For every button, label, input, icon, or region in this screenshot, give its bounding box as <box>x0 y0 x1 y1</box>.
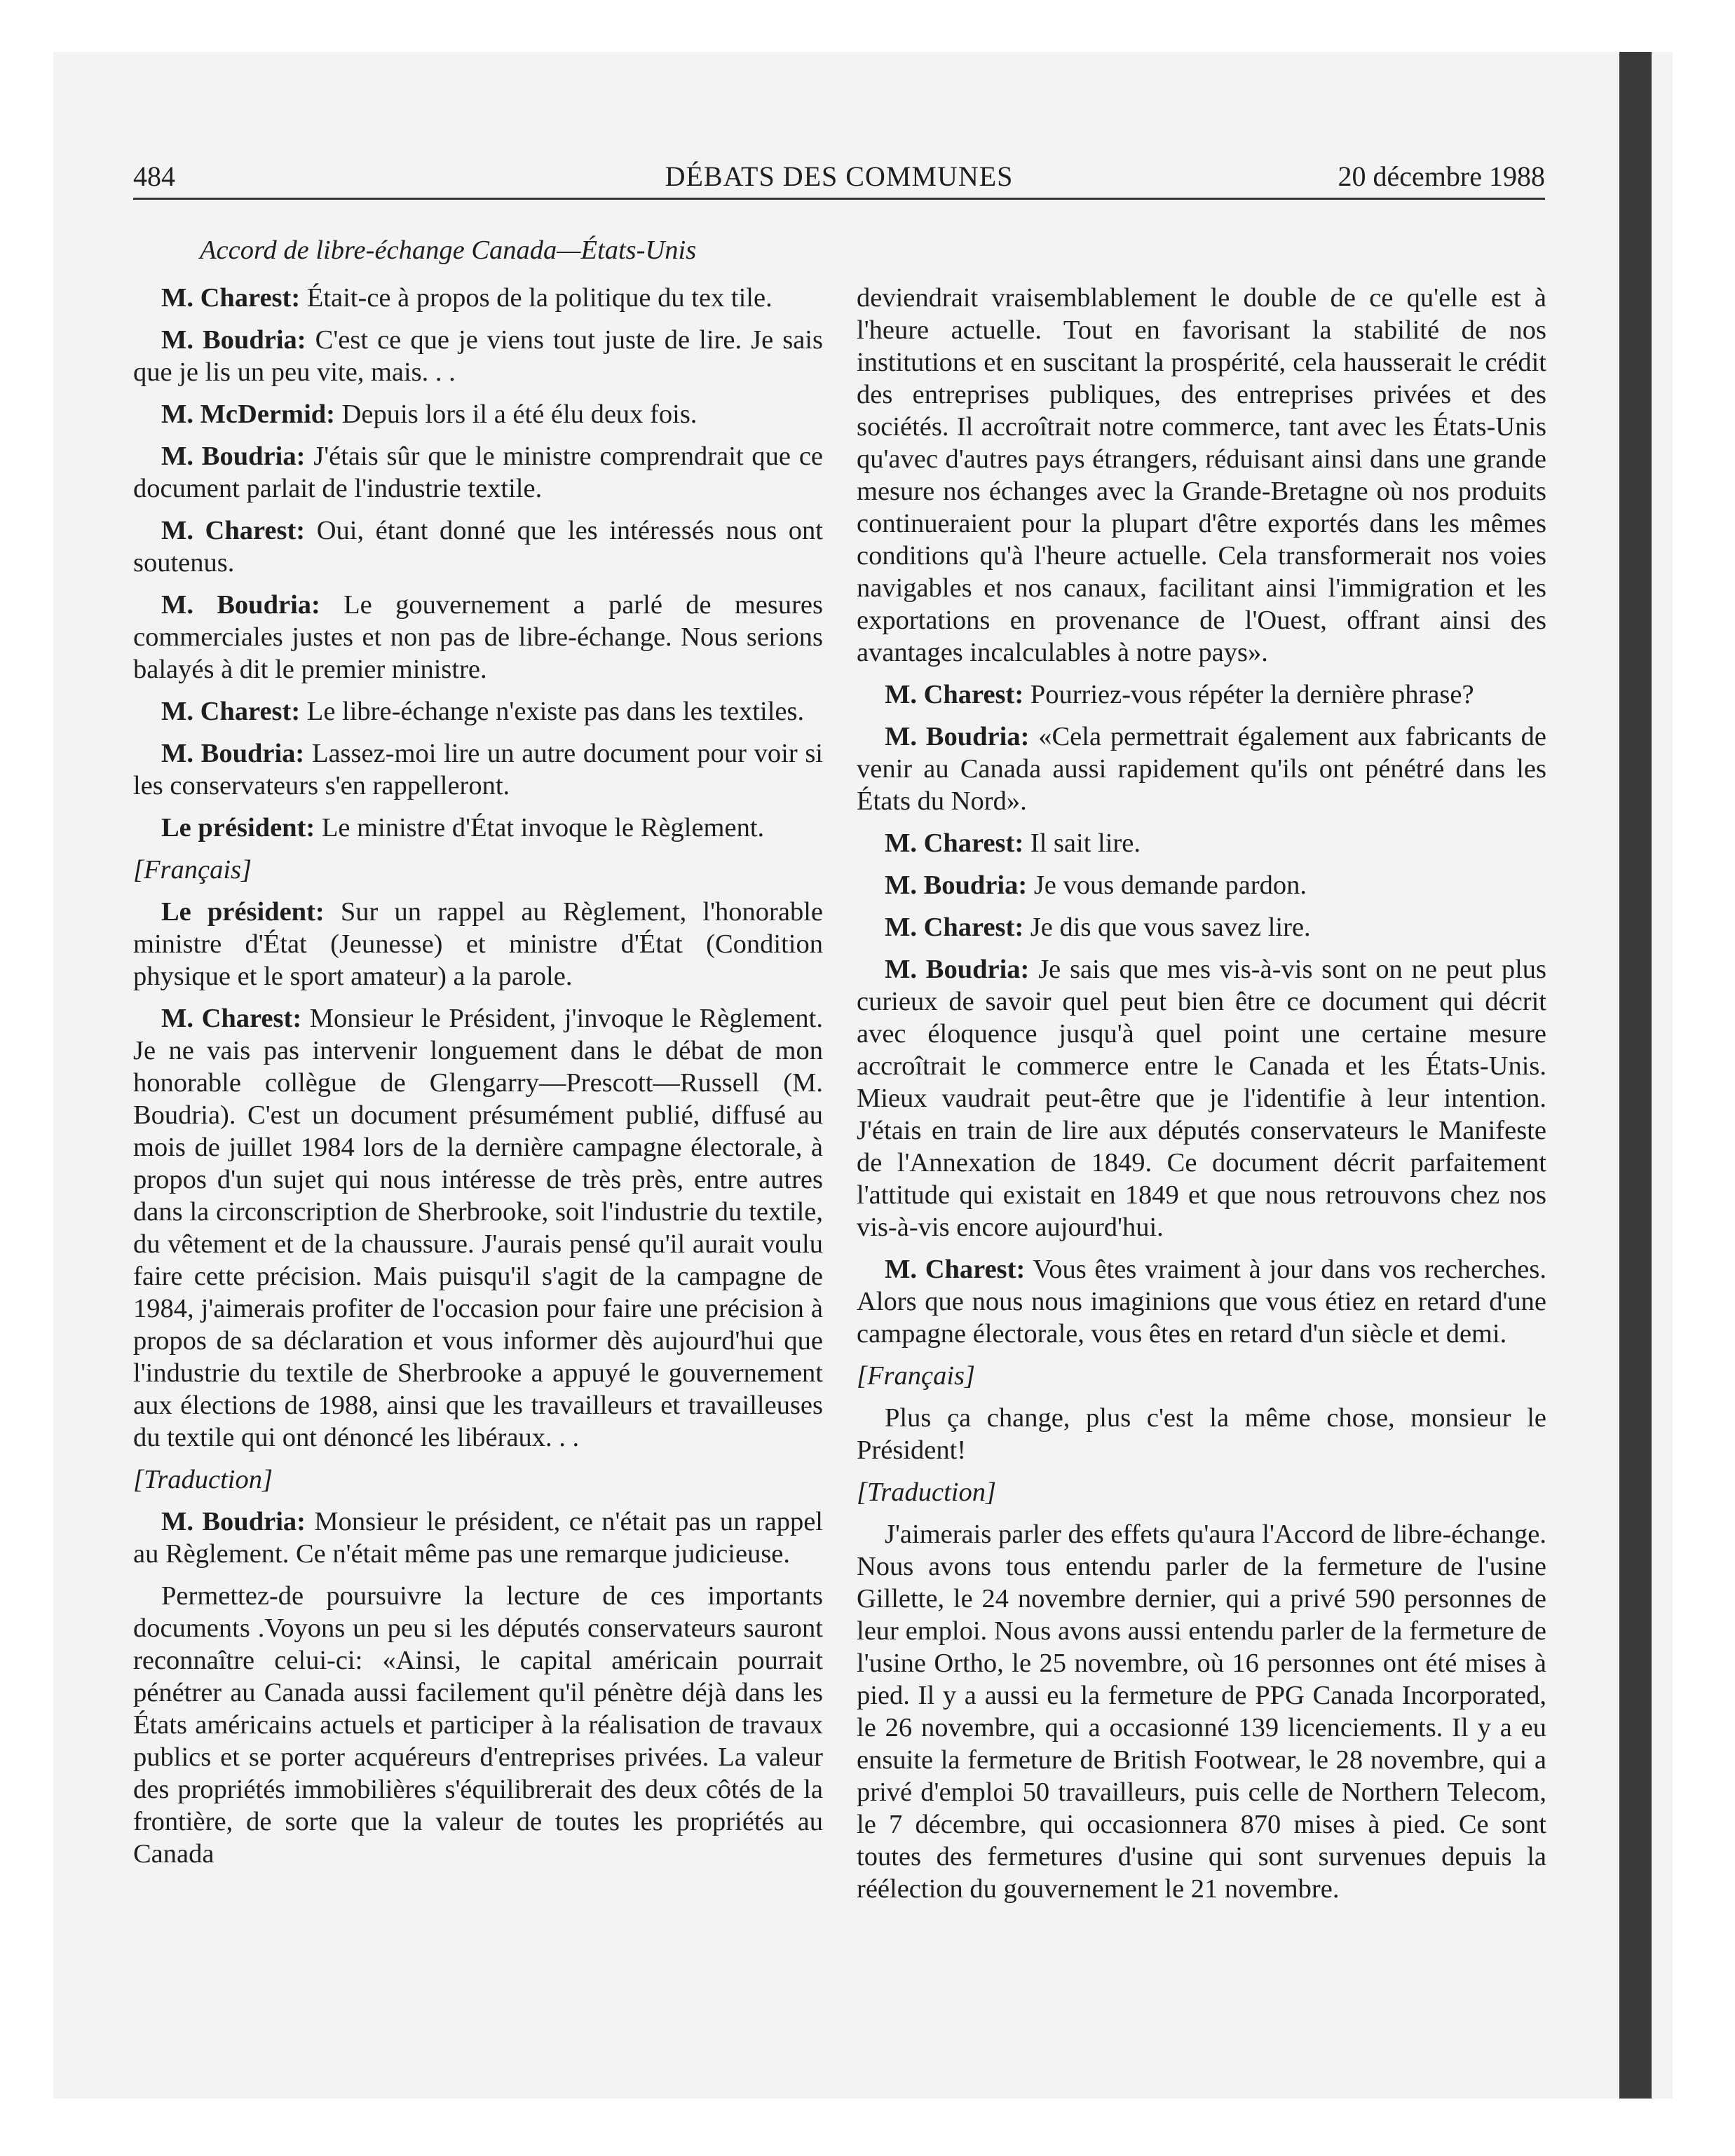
paragraph <box>133 514 823 579</box>
paragraph <box>857 1253 1546 1350</box>
paragraph-text: Était-ce à propos de la politique du tex tile. <box>300 283 773 313</box>
language-marker: [Traduction] <box>133 1465 273 1494</box>
speaker-name: M. Boudria: <box>161 739 305 768</box>
paragraph <box>857 1402 1546 1466</box>
paragraph-text: Je sais que mes vis-à-vis sont on ne peut plus curieux de savoir quel peut bien être ce document qui décrit avec éloquence jusqu'à quel point une certaine mesure accroîtrait le commerce entre le Canada et les États-Unis. Mieux vaudrait peut-être que je l'identifie à leur intention. J'étais en train de lire aux députés conservateurs le Manifeste de l'Annexation de 1849. Ce document décrit parfaitement l'attitude qui existait en 1849 et que nous retrouvons chez nos vis-à-vis encore aujourd'hui. <box>857 955 1546 1242</box>
paragraph <box>133 695 823 728</box>
speaker-name: M. Boudria: <box>161 1507 306 1536</box>
paragraph-text: Le libre-échange n'existe pas dans les textiles. <box>300 697 805 726</box>
section-subtitle: Accord de libre-échange Canada—États-Unis <box>200 236 697 265</box>
paragraph-text: C'est ce que je viens tout juste de lire. Je sais que je lis un peu vite, mais. . . <box>133 325 823 387</box>
paragraph-text: J'aimerais parler des effets qu'aura l'Accord de libre-échange. Nous avons tous entendu parler de la fermeture de l'usine Gillette, le 24 novembre dernier, qui a privé 590 personnes de leur emploi. Nous avons aussi entendu parler de la fermeture de l'usine Ortho, le 25 novembre, où 16 personnes ont été mises à pied. Il y a aussi eu la fermeture de PPG Canada Incorporated, le 26 novembre, qui a occasionné 139 licenciements. Il y a eu ensuite la fermeture de British Footwear, le 28 novembre, qui a privé d'emploi 50 travailleurs, puis celle de Northern Telecom, le 7 décembre, qui occasionnera 870 mises à pied. Ce sont toutes des fermetures d'usine qui sont survenues depuis la réélection du gouvernement le 21 novembre. <box>857 1520 1546 1904</box>
paragraph <box>857 678 1546 711</box>
paragraph-text: J'étais sûr que le ministre comprendrait que ce document parlait de l'industrie textile. <box>133 442 823 503</box>
paragraph <box>133 1580 823 1870</box>
paragraph-text: Permettez-de poursuivre la lecture de ces importants documents .Voyons un peu si les députés conservateurs sauront reconnaître celui-ci: «Ainsi, le capital américain pourrait pénétrer au Canada aussi facilement qu'il pénètre déjà dans les États américains actuels et participer à la réalisation de travaux publics et se porter acquéreurs d'entreprises privées. La valeur des propriétés immobilières s'équilibrerait des deux côtés de la frontière, de sorte que la valeur de toutes les propriétés au Canada <box>133 1581 823 1869</box>
speaker-name: Le président: <box>161 897 325 927</box>
publication-title: DÉBATS DES COMMUNES <box>665 161 1014 192</box>
paragraph <box>857 1518 1546 1905</box>
paragraph <box>133 440 823 505</box>
paragraph <box>857 827 1546 859</box>
page-number: 484 <box>133 161 175 192</box>
paragraph <box>133 737 823 802</box>
speaker-name: M. Boudria: <box>885 955 1030 984</box>
speaker-name: M. Charest: <box>885 680 1024 709</box>
language-marker: [Traduction] <box>857 1478 996 1507</box>
paragraph-text: Je vous demande pardon. <box>1027 871 1307 900</box>
paragraph-text: Je dis que vous savez lire. <box>1023 913 1311 942</box>
language-marker: [Français] <box>857 1361 975 1391</box>
speaker-name: M. McDermid: <box>161 400 335 429</box>
paragraph-text: Le ministre d'État invoque le Règlement. <box>315 813 765 842</box>
speaker-name: M. Charest: <box>161 697 301 726</box>
publication-date: 20 décembre 1988 <box>1338 161 1545 192</box>
paragraph-text: Monsieur le président, ce n'était pas un rappel au Règlement. Ce n'était même pas une remarque judicieuse. <box>133 1507 823 1569</box>
paragraph <box>133 398 823 430</box>
speaker-name: M. Boudria: <box>885 871 1028 900</box>
speaker-name: M. Charest: <box>161 1004 302 1033</box>
paragraph-text: Vous êtes vraiment à jour dans vos recherches. Alors que nous nous imaginions que vous étiez en retard d'une campagne électorale, vous êtes en retard d'un siècle et demi. <box>857 1255 1546 1349</box>
paragraph <box>857 953 1546 1243</box>
paragraph <box>133 896 823 992</box>
paragraph <box>133 589 823 685</box>
paragraph <box>133 282 823 314</box>
paragraph <box>133 812 823 844</box>
paragraph <box>857 282 1546 669</box>
speaker-name: M. Boudria: <box>885 722 1030 751</box>
paragraph-text: Le gouvernement a parlé de mesures commerciales justes et non pas de libre-échange. Nous serions balayés à dit le premier ministre. <box>133 590 823 684</box>
speaker-name: M. Charest: <box>885 913 1024 942</box>
paragraph-text: Depuis lors il a été élu deux fois. <box>335 400 698 429</box>
right-column <box>857 282 1546 1915</box>
speaker-name: M. Charest: <box>161 283 301 313</box>
paragraph-text: «Cela permettrait également aux fabricants de venir au Canada aussi rapidement qu'ils ont pénétré dans les États du Nord». <box>857 722 1546 816</box>
paragraph <box>857 869 1546 901</box>
speaker-name: M. Boudria: <box>161 325 306 355</box>
speaker-name: M. Charest: <box>161 516 306 545</box>
paragraph <box>133 1002 823 1454</box>
language-marker: [Français] <box>133 855 252 885</box>
paragraph <box>857 721 1546 817</box>
scan-edge <box>1619 52 1652 2099</box>
paragraph-text: Monsieur le Président, j'invoque le Règlement. Je ne vais pas intervenir longuement dans le débat de mon honorable collègue de Glengarry—Prescott—Russell (M. Boudria). C'est un document présumément publié, diffusé au mois de juillet 1984 lors de la dernière campagne électorale, à propos d'un sujet qui nous intéresse de très près, entre autres dans la circonscription de Sherbrooke, soit l'industrie du textile, du vêtement et de la chaussure. J'aurais pensé qu'il aurait voulu faire cette précision. Mais puisqu'il s'agit de la campagne de 1984, j'aimerais profiter de l'occasion pour faire une précision à propos de sa déclaration et vous informer dès aujourd'hui que l'industrie du textile de Sherbrooke a appuyé le gouvernement aux élections de 1988, ainsi que les travailleurs et travailleuses du textile qui ont dénoncé les libéraux. . . <box>133 1004 823 1452</box>
paragraph-text: Il sait lire. <box>1023 828 1141 858</box>
paragraph-text: Lassez-moi lire un autre document pour voir si les conservateurs s'en rappelleront. <box>133 739 824 800</box>
paragraph-text: Pourriez-vous répéter la dernière phrase? <box>1023 680 1474 709</box>
speaker-name: M. Charest: <box>885 1255 1026 1284</box>
speaker-name: Le président: <box>161 813 315 842</box>
paragraph <box>857 911 1546 943</box>
left-column <box>133 234 823 1880</box>
speaker-name: M. Boudria: <box>161 442 306 471</box>
paragraph-text: deviendrait vraisemblablement le double de ce qu'elle est à l'heure actuelle. Tout en favorisant la stabilité de nos institutions et en suscitant la prospérité, cela hausserait le crédit des entreprises publiques, des entreprises privées et des sociétés. Il accroîtrait notre commerce, tant avec les États-Unis qu'avec d'autres pays étrangers, réduisant ainsi dans une grande mesure nos échanges avec la Grande-Bretagne où nos produits continueraient pour la plupart d'être exportés dans les mêmes conditions qu'à l'heure actuelle. Cela transformerait nos voies navigables et nos canaux, facilitant ainsi l'immigration et les exportations en provenance de l'Ouest, offrant ainsi des avantages incalculables à notre pays». <box>857 283 1546 667</box>
paragraph <box>133 324 823 388</box>
paragraph-text: Oui, étant donné que les intéressés nous ont soutenus. <box>133 516 823 578</box>
page-header <box>133 156 1545 200</box>
speaker-name: M. Charest: <box>885 828 1024 858</box>
paragraph <box>133 1506 823 1570</box>
paragraph-text: Plus ça change, plus c'est la même chose, monsieur le Président! <box>857 1403 1546 1465</box>
paragraph-text: Sur un rappel au Règlement, l'honorable ministre d'État (Jeunesse) et ministre d'État (Condition physique et le sport amateur) a la parole. <box>133 897 823 991</box>
speaker-name: M. Boudria: <box>161 590 320 620</box>
